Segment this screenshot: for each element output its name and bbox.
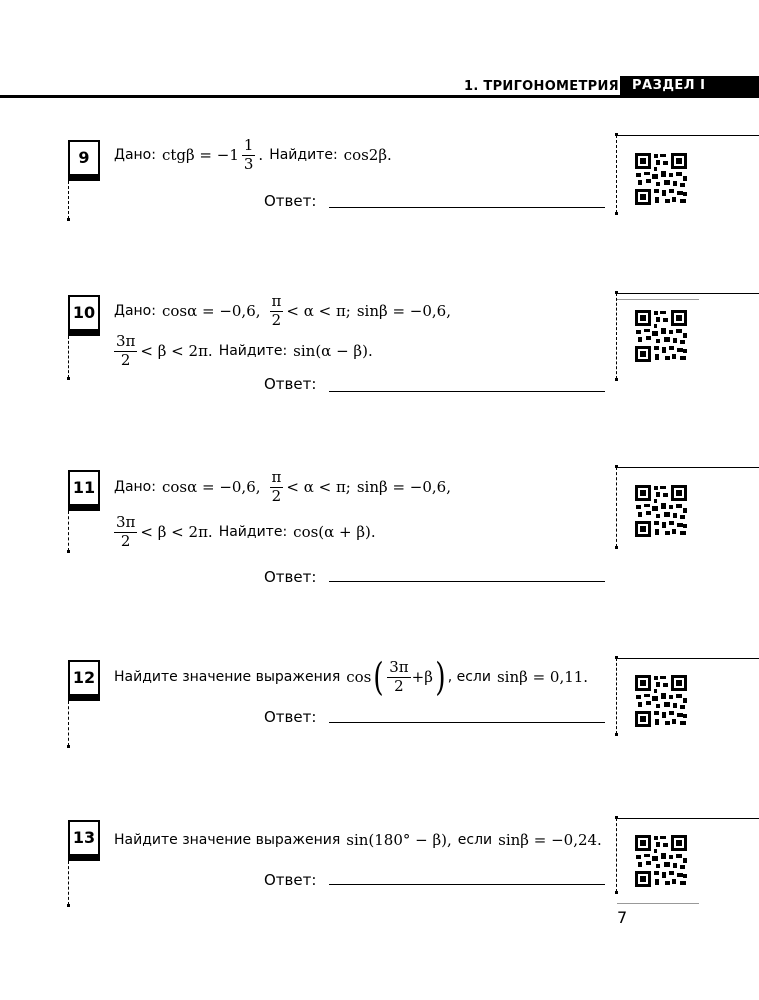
target-expression: sin(α − β). xyxy=(293,342,373,360)
find-label: Найдите: xyxy=(218,524,288,540)
task-number-bar xyxy=(68,856,100,861)
answer-line[interactable] xyxy=(329,207,605,208)
numerator: π xyxy=(271,291,282,310)
task-right-dashed-line xyxy=(616,135,617,213)
task-left-dashed-line xyxy=(68,701,69,746)
right-paren: ) xyxy=(435,655,446,699)
target-expression: cos(α + β). xyxy=(293,523,376,541)
fraction-pi-over-2 xyxy=(270,291,284,329)
qr-code-icon xyxy=(634,309,688,363)
answer-label: Ответ: xyxy=(264,708,317,726)
fraction xyxy=(242,135,256,173)
inequality: < α < π; xyxy=(286,478,351,496)
task-number: 11 xyxy=(68,470,100,506)
denominator: 3 xyxy=(243,154,254,173)
qr-code-icon xyxy=(634,152,688,206)
target-expression: cos2β. xyxy=(343,146,392,164)
task-left-dashed-line xyxy=(68,511,69,551)
denominator: 2 xyxy=(120,350,131,369)
numerator: 3π xyxy=(389,657,409,676)
qr-code-icon xyxy=(634,674,688,728)
inequality: < β < 2π. xyxy=(140,523,213,541)
denominator: 2 xyxy=(271,486,282,505)
answer-line[interactable] xyxy=(329,722,605,723)
left-paren: ( xyxy=(373,655,384,699)
dot: . xyxy=(258,146,264,164)
ctg-expression: ctgβ = −1 xyxy=(161,146,239,164)
denominator: 2 xyxy=(120,531,131,550)
target-expression: sin(180° − β), xyxy=(346,831,452,849)
answer-line[interactable] xyxy=(329,884,605,885)
task-number: 9 xyxy=(68,140,100,176)
task-right-dashed-line xyxy=(616,818,617,892)
find-label: Найдите: xyxy=(218,343,288,359)
task-condition xyxy=(114,828,602,852)
qr-top-rule-inner xyxy=(617,299,699,300)
sin-expression: sinβ = −0,6, xyxy=(356,478,451,496)
task-right-dashed-line xyxy=(616,467,617,547)
answer-label: Ответ: xyxy=(264,192,317,210)
task-condition xyxy=(114,134,392,176)
fraction-pi-over-2 xyxy=(270,467,284,505)
task-number-bar xyxy=(68,696,100,701)
task-condition-line-2 xyxy=(114,512,376,552)
cos-function: cos xyxy=(346,668,372,686)
answer-label: Ответ: xyxy=(264,568,317,586)
find-label: Найдите: xyxy=(269,147,338,163)
numerator: 1 xyxy=(243,135,254,154)
numerator: 3π xyxy=(116,331,136,350)
task-condition-line-2 xyxy=(114,331,373,371)
qr-code-icon xyxy=(634,834,688,888)
plus-beta: +β xyxy=(411,668,433,686)
qr-top-rule xyxy=(617,135,759,136)
inequality: < α < π; xyxy=(286,302,351,320)
task-number-bar xyxy=(68,331,100,336)
denominator: 2 xyxy=(271,310,282,329)
fraction-3pi-over-2 xyxy=(114,512,137,550)
given-label: Дано: xyxy=(114,479,156,495)
task-number-bar xyxy=(68,506,100,511)
task-left-dashed-line xyxy=(68,181,69,219)
answer-line[interactable] xyxy=(329,391,605,392)
task-left-dashed-line xyxy=(68,861,69,905)
task-number: 13 xyxy=(68,820,100,856)
task-right-dashed-line xyxy=(616,658,617,734)
answer-label: Ответ: xyxy=(264,375,317,393)
task-text: Найдите значение выражения xyxy=(114,669,341,685)
fraction-3pi-over-2 xyxy=(387,657,410,695)
condition-expression: sinβ = −0,24. xyxy=(498,831,602,849)
sin-expression: sinβ = −0,6, xyxy=(356,302,451,320)
task-number: 10 xyxy=(68,295,100,331)
task-condition xyxy=(114,655,588,699)
condition-text: , если xyxy=(447,669,491,685)
task-text: Найдите значение выражения xyxy=(114,832,341,848)
page-number: 7 xyxy=(617,908,628,927)
condition-text: если xyxy=(457,832,493,848)
task-left-dashed-line xyxy=(68,336,69,378)
qr-top-rule xyxy=(617,467,759,468)
fraction-3pi-over-2 xyxy=(114,331,137,369)
task-right-dashed-line xyxy=(616,293,617,379)
task-number: 12 xyxy=(68,660,100,696)
denominator: 2 xyxy=(394,676,404,695)
qr-top-rule xyxy=(617,818,759,819)
answer-line[interactable] xyxy=(329,581,605,582)
qr-top-rule xyxy=(617,658,759,659)
task-condition-line-1 xyxy=(114,467,451,507)
task-number-bar xyxy=(68,176,100,181)
condition-expression: sinβ = 0,11. xyxy=(496,668,589,686)
cos-expression: cosα = −0,6, xyxy=(161,302,261,320)
given-label: Дано: xyxy=(114,147,156,163)
numerator: 3π xyxy=(116,512,136,531)
section-badge: РАЗДЕЛ I xyxy=(620,76,759,96)
given-label: Дано: xyxy=(114,303,156,319)
inequality: < β < 2π. xyxy=(140,342,213,360)
qr-top-rule xyxy=(617,293,759,294)
page-number-rule xyxy=(617,903,699,904)
section-title: 1. ТРИГОНОМЕТРИЯ xyxy=(464,79,619,94)
answer-label: Ответ: xyxy=(264,871,317,889)
qr-code-icon xyxy=(634,484,688,538)
cos-expression: cosα = −0,6, xyxy=(161,478,261,496)
numerator: π xyxy=(271,467,282,486)
task-condition-line-1 xyxy=(114,291,451,331)
